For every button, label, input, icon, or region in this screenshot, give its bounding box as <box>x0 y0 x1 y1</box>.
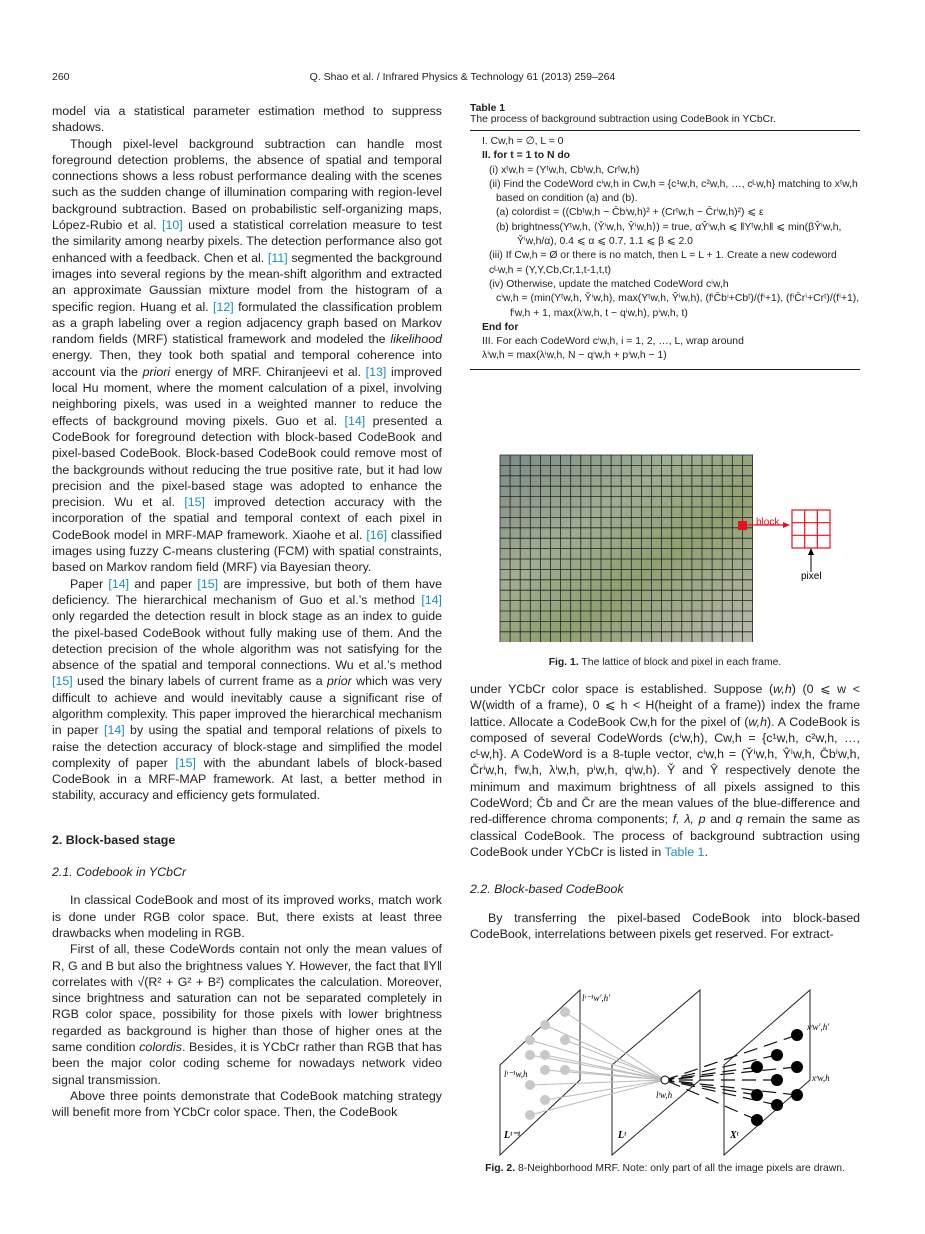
plane-observed-label: Xᵗ <box>730 1130 739 1141</box>
text-run: . <box>704 844 708 859</box>
text-run: ). A CodeBook is composed of several CodeWords (cⁱw,h), Cw,h = {c¹w,h, c²w,h, …, cᴸw,h}. A CodeWord is a 8-tuple vector, cⁱw,h = (Y̌ⁱw,h, Ŷⁱw,h, C̄bⁱw,h, C̄rⁱw,h, fⁱw,h, λⁱw,h, pⁱw,h, qⁱw,h). Y̌ and Ŷ respectively denote the minimum and maximum brightness of all pixels assigned to this CodeWord; C̄b and C̄r are the mean values of the blue-difference and red-difference chroma components; <box>470 714 861 827</box>
figure-1 <box>490 450 850 650</box>
text-run: under YCbCr color space is established. Suppose ( <box>470 682 774 696</box>
text-run: First of all, these CodeWords contain not only the mean values of R, G and B but also the brightness values Y. However, the fact that ‖Y‖ correlates with √(R² + G² + B²) complicates the calculation. Moreover, since brightness and saturation can not be separated completely in RGB color space, possibility for those pixels with lower brightness regarded as background is higher than those of higher ones at the same condition <box>52 942 442 1055</box>
table-line: cⁱw,h = (min(Yᵗw,h, Y̌ⁱw,h), max(Yᵗw,h, Ŷⁱw,h), (fⁱC̄bⁱ+Cbᵗ)/(fⁱ+1), (fⁱC̄rⁱ+Crᵗ)/(fⁱ+1), <box>496 293 860 305</box>
text-run: Paper <box>70 576 109 591</box>
italic-text: priori <box>142 364 171 379</box>
text-run: which was very difficult to achieve and would inevitably cause a significant rise of algorithm complexity. This paper improved the hierarchical mechanism in paper <box>52 674 443 738</box>
italic-text: colordis <box>139 1040 182 1055</box>
table-line: Y̌ⁱw,h/α), 0.4 ⩽ α ⩽ 0.7, 1.1 ⩽ β ⩽ 2.0 <box>517 236 693 248</box>
table-line: (b) brightness(Yᵗw,h, ⟨Y̌ⁱw,h, Ŷⁱw,h⟩) = true, αŶⁱw,h ⩽ ‖Yᵗw,h‖ ⩽ min(βŶⁱw,h, <box>496 221 842 233</box>
table-line: based on condition (a) and (b). <box>496 193 638 205</box>
observed-pixel-node <box>751 1114 763 1126</box>
subsection-heading-2: 2.2. Block-based CodeBook <box>470 882 624 897</box>
x-neighbor-label: xᵗw′,h′ <box>807 1022 830 1032</box>
text-run: ) (0 ⩽ w < W(width of a frame), 0 ⩽ h < H(height of a frame)) index the frame lattice. Allocate a CodeBook Cw,h for the pixel of ( <box>470 682 861 729</box>
left-paragraphs-a <box>52 103 442 804</box>
citation-link[interactable]: [14] <box>421 592 442 607</box>
prev-pixel-node <box>525 1110 535 1120</box>
paragraph <box>470 910 860 943</box>
plane-prev-label: Lᵗ⁻¹ <box>504 1130 521 1141</box>
text-run: and paper <box>129 576 198 591</box>
paragraph <box>52 136 442 576</box>
table-line: (ii) Find the CodeWord cⁱw,h in Cw,h = {c¹w,h, c²w,h, …, cᴸw,h} matching to xᵗw,h <box>489 178 858 190</box>
subsection-heading: 2.1. Codebook in YCbCr <box>52 865 187 880</box>
text-run: By transferring the pixel-based CodeBook into block-based CodeBook, interrelations between pixels get reserved. For extract- <box>470 910 860 941</box>
citation-link[interactable]: [14] <box>108 576 130 591</box>
prev-pixel-node <box>540 1020 550 1030</box>
text-run: and <box>705 812 736 827</box>
block-zoom-grid <box>792 510 830 548</box>
running-title: Q. Shao et al. / Infrared Physics & Technology 61 (2013) 259–264 <box>309 71 616 83</box>
prev-pixel-node <box>525 1050 535 1060</box>
l-prev-wh-label: lᵗ⁻¹w,h <box>504 1069 528 1079</box>
citation-link[interactable]: [15] <box>184 495 205 510</box>
citation-link[interactable]: [15] <box>52 674 73 689</box>
table-line: II. for t = 1 to N do <box>482 150 571 162</box>
italic-text: w,h <box>748 714 767 729</box>
text-run: improved detection accuracy with the incorporation of the spatial and temporal context of each pixel in CodeBook model in MRF-MAP framework. Xiaohe et al. <box>52 495 442 542</box>
right-column <box>470 681 860 942</box>
text-run: energy of MRF. Chiranjeevi et al. <box>170 364 366 379</box>
page-number: 260 <box>52 71 70 83</box>
table-line: (iii) If Cw,h = Ø or there is no match, then L = L + 1. Create a new codeword <box>489 250 837 262</box>
table-body <box>470 135 860 364</box>
italic-text: likelihood <box>390 332 442 347</box>
italic-text: f, λ, p <box>672 812 706 827</box>
text-run: energy. Then, they took both spatial and temporal coherence into account via the <box>52 348 442 379</box>
observed-pixel-node <box>771 1099 783 1111</box>
citation-link[interactable]: [15] <box>197 576 219 591</box>
citation-link[interactable]: [10] <box>162 218 183 233</box>
text-run: by using the spatial and temporal relations of pixels to raise the detection accuracy of block-stage and simplified the model complexity of paper <box>52 723 442 770</box>
citation-link[interactable]: [16] <box>366 527 388 542</box>
observed-pixel-node <box>751 1061 763 1073</box>
text-run: only regarded the detection result in block stage as an index to guide the pixel-based CodeBook without fully making use of them. And the detection precision of the whole algorithm was not satisfying for the absence of the spatial and temporal connections. Wu et al.’s method <box>52 609 442 673</box>
citation-link[interactable]: [14] <box>344 413 366 428</box>
observed-pixel-node <box>791 1061 803 1073</box>
prev-pixel-node <box>525 1035 535 1045</box>
observed-pixel-node <box>751 1089 763 1101</box>
citation-link[interactable]: [13] <box>365 364 387 379</box>
paragraph <box>52 103 442 136</box>
italic-text: w,h <box>773 682 792 696</box>
prev-pixel-node <box>540 1065 550 1075</box>
citation-link[interactable]: [11] <box>267 250 288 265</box>
highlight-block <box>738 521 747 530</box>
prev-pixel-node <box>540 1050 550 1060</box>
x-wh-label: xᵗw,h <box>812 1073 830 1083</box>
right-paragraphs-b <box>470 910 860 943</box>
italic-text: prior <box>327 674 352 689</box>
prev-pixel-node <box>525 1080 535 1090</box>
figure-1-caption-label: Fig. 1. <box>548 657 579 668</box>
text-run: used a statistical correlation measure to test the similarity among nearby pixels. The detection performance also got enhanced with a feedback. Chen et al. <box>52 218 442 265</box>
table-line: (iv) Otherwise, update the matched CodeWord cⁱw,h <box>489 278 729 290</box>
observed-pixel-node <box>791 1029 803 1041</box>
section-heading: 2. Block-based stage <box>52 832 176 847</box>
pixel-arrowhead <box>808 548 814 555</box>
block-label: block <box>756 517 780 528</box>
text-run: Though pixel-level background subtraction can handle most foreground detection problems, the absence of spatial and temporal connections shows a less robust performance dealing with the scenes such as the sudden change of illumination comparing with region-level background subtraction. Based on probabilistic self-organizing maps, López-Rubio et al. <box>52 136 442 233</box>
current-node <box>661 1076 669 1084</box>
table-line: (a) colordist = ((Cbᵗw,h − C̄bⁱw,h)² + (Crᵗw,h − C̄rⁱw,h)²) ⩽ ε <box>496 207 764 219</box>
table-top-rule <box>470 130 860 131</box>
left-paragraphs-b <box>52 892 442 1120</box>
table-line: End for <box>482 321 519 333</box>
left-column <box>52 103 442 1121</box>
l-cur-wh-label: lᵗw,h <box>656 1090 673 1100</box>
text-run: formulated the classification problem as a graph labeling over a region adjacency graph based on Markov random fields (MRF) statistical framework and modeled the <box>52 299 442 347</box>
figure-2-caption-label: Fig. 2. <box>485 1163 516 1174</box>
table-line: cᴸw,h = (Y,Y,Cb,Cr,1,t-1,t,t) <box>489 264 611 276</box>
table-line: I. Cw,h = ∅, L = 0 <box>482 136 564 147</box>
table-caption: The process of background subtraction using CodeBook in YCbCr. <box>470 114 776 125</box>
plane-current-label: Lᵗ <box>618 1130 626 1141</box>
text-run: are impressive, but both of them have deficiency. The hierarchical mechanism of Guo et al.’s method <box>52 576 442 607</box>
text-run: . Besides, it is YCbCr rather than RGB that has been the major color coding scheme for nowadays network video signal transmission. <box>52 1040 442 1087</box>
pixel-label: pixel <box>801 571 822 582</box>
table-title: Table 1 <box>470 103 506 114</box>
text-run: improved local Hu moment, where the moment calculation of a pixel, involving neighboring pixels, was used in a weighted manner to reduce the effects of background moving pixels. Guo et al. <box>52 364 442 428</box>
text-run: Above three points demonstrate that CodeBook matching strategy will benefit more from YCbCr color space. Then, the CodeBook <box>52 1088 442 1120</box>
figure-1-caption-text: The lattice of block and pixel in each frame. <box>581 657 782 668</box>
planes <box>500 990 700 1155</box>
prev-pixel-node <box>560 1035 570 1045</box>
text-run: used the binary labels of current frame as a <box>72 674 328 689</box>
prev-pixel-node <box>560 1007 570 1017</box>
observed-pixel-node <box>791 1089 803 1101</box>
figure-2-caption-text: 8-Neighborhood MRF. Note: only part of all the image pixels are drawn. <box>518 1163 845 1174</box>
figure-1-caption <box>470 657 860 668</box>
table-line: III. For each CodeWord cⁱw,h, i = 1, 2, …, L, wrap around <box>482 336 744 348</box>
text-run: with the abundant labels of block-based CodeBook in a MRF-MAP framework. At last, a better method in stability, accuracy and efficiency gets formulated. <box>52 755 442 803</box>
table-bottom-rule <box>470 369 860 370</box>
citation-link[interactable]: [12] <box>213 299 234 314</box>
figure-2-caption <box>470 1163 860 1174</box>
paragraph <box>52 941 442 1088</box>
citation-link[interactable]: [14] <box>104 723 125 738</box>
figure-2 <box>490 985 860 1160</box>
table-line: λⁱw,h = max(λⁱw,h, N − qⁱw,h + pⁱw,h − 1) <box>482 350 667 362</box>
italic-text: q <box>735 812 743 827</box>
text-run: classified images using fuzzy C-means clustering (FCM) with spatial constraints, based on Markov random field (MRF) via Bayesian theory. <box>52 527 443 575</box>
l-prev-neighbor-label: lᵗ⁻¹w′,h′ <box>582 993 611 1003</box>
prev-pixel-node <box>560 1065 570 1075</box>
citation-link[interactable]: [15] <box>175 755 196 770</box>
text-run: remain the same as classical CodeBook. The process of background subtraction using CodeBook under YCbCr is listed in <box>470 812 860 859</box>
paragraph <box>52 576 442 804</box>
text-run: presented a CodeBook for foreground detection with block-based CodeBook and pixel-based CodeBook. Block-based CodeBook could remove most of the backgrounds without reducing the true positive rate, but it had low precision and the pixel-based stage was adopted to enhance the precision. Wu et al. <box>52 413 442 510</box>
text-run: In classical CodeBook and most of its improved works, match work is done under RGB color space. But, there exists at least three drawbacks when modeling in RGB. <box>52 893 442 940</box>
right-paragraphs-a <box>470 681 860 860</box>
paragraph <box>52 1088 442 1121</box>
observed-pixel-node <box>771 1049 783 1061</box>
citation-link[interactable]: Table 1 <box>664 844 705 859</box>
prev-pixel-node <box>540 1095 550 1105</box>
table-line: (i) xᵗw,h = (Yᵗw,h, Cbᵗw,h, Crᵗw,h) <box>489 164 640 176</box>
text-run: segmented the background images into several regions by the mean-shift algorithm and extracted an approximate Gaussian mixture model from the histogram of a specific region. Huang et al. <box>52 250 442 314</box>
paragraph <box>470 681 860 860</box>
block-arrowhead <box>783 522 790 528</box>
table-1 <box>470 103 860 374</box>
text-run: model via a statistical parameter estimation method to suppress shadows. <box>52 104 442 135</box>
paragraph <box>52 892 442 941</box>
table-line: fⁱw,h + 1, max(λⁱw,h, t − qⁱw,h), pⁱw,h, t) <box>510 307 688 319</box>
observation-connection <box>665 1080 757 1120</box>
observed-pixel-node <box>771 1074 783 1086</box>
